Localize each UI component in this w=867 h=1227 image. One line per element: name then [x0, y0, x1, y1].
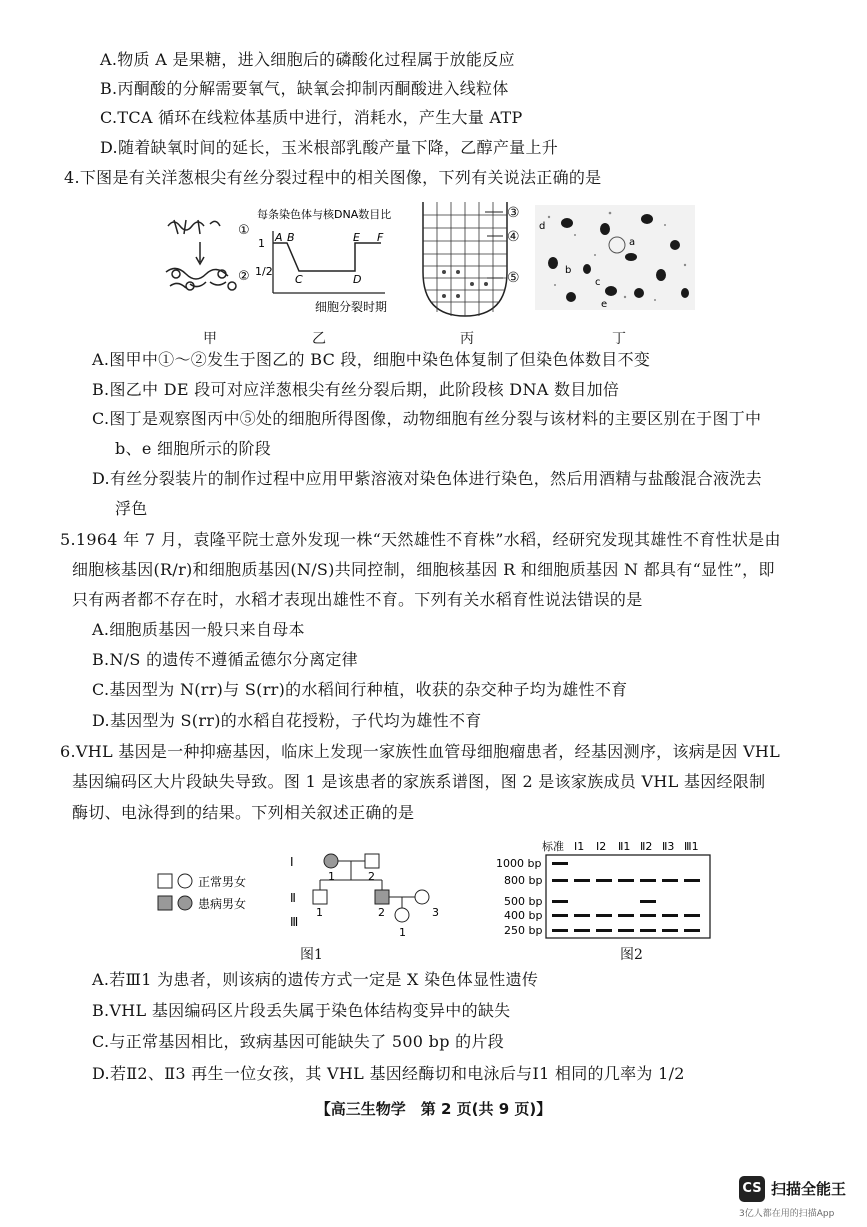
legend-normal-female-icon [178, 874, 192, 888]
q3-option-b: B.丙酮酸的分解需要氧气，缺氧会抑制丙酮酸进入线粒体 [100, 79, 509, 98]
legend-affected-male-icon [158, 896, 172, 910]
jia-label-2: ② [238, 269, 250, 284]
electrophoresis-figure [490, 835, 720, 941]
q4-option-b: B.图乙中 DE 段可对应洋葱根尖有丝分裂后期，此阶段核 DNA 数目加倍 [92, 380, 620, 399]
q5-option-b: B.N/S 的遗传不遵循孟德尔分离定律 [92, 650, 358, 669]
ped-num-i2: 2 [368, 870, 375, 883]
q4-option-d-line1: D.有丝分裂装片的制作过程中应用甲紫溶液对染色体进行染色，然后用酒精与盐酸混合液洗去 [92, 469, 762, 488]
caption-jia: 甲 [203, 331, 217, 347]
q5-stem-line3: 只有两者都不存在时，水稻才表现出雄性不育。下列有关水稻育性说法错误的是 [72, 590, 643, 609]
gen-label-3: Ⅲ [290, 915, 299, 929]
yi-point-e: E [353, 231, 360, 244]
legend-normal-text: 正常男女 [198, 875, 247, 889]
lane-header-iii1: Ⅲ1 [684, 840, 699, 853]
q3-option-d: D.随着缺氧时间的延长，玉米根部乳酸产量下降，乙醇产量上升 [100, 138, 559, 157]
figure-yi [255, 205, 395, 320]
ding-label-a: a [629, 237, 636, 248]
ding-label-e: e [601, 299, 608, 310]
watermark-name: 扫描全能王 [771, 1180, 847, 1198]
lane-header-ii3: Ⅱ3 [662, 840, 675, 853]
jia-label-1: ① [238, 223, 250, 238]
yi-point-a: A [275, 231, 283, 244]
caption-bing: 丙 [460, 331, 474, 347]
caption-yi: 乙 [312, 331, 326, 347]
gen-label-1: Ⅰ [290, 855, 294, 869]
q6-stem-line2: 基因编码区大片段缺失导致。图 1 是该患者的家族系谱图，图 2 是该家族成员 VHL 基因经限制 [72, 772, 766, 791]
ped-num-i1: 1 [328, 870, 335, 883]
legend-affected-text: 患病男女 [198, 897, 247, 911]
size-250: 250 bp [504, 924, 543, 937]
yi-tick-half: 1/2 [255, 265, 273, 278]
bing-label-4: ④ [507, 229, 520, 245]
ped-num-ii3: 3 [432, 906, 439, 919]
q5-option-d: D.基因型为 S(rr)的水稻自花授粉，子代均为雄性不育 [92, 711, 482, 730]
size-400: 400 bp [504, 909, 543, 922]
lane-header-i2: Ⅰ2 [596, 840, 607, 853]
ding-label-d: d [539, 221, 546, 232]
legend-affected-female-icon [178, 896, 192, 910]
ped-num-iii1: 1 [399, 926, 406, 938]
fig1-caption: 图1 [300, 947, 323, 963]
lane-header-ii2: Ⅱ2 [640, 840, 653, 853]
q3-option-a: A.物质 A 是果糖，进入细胞后的磷酸化过程属于放能反应 [100, 50, 515, 69]
q6-stem-line1: 6.VHL 基因是一种抑癌基因，临床上发现一家族性血管母细胞瘤患者，经基因测序，该病是因 VHL [60, 742, 781, 761]
ped-num-ii1: 1 [316, 906, 323, 919]
yi-ylabel: 每条染色体与核DNA数目比 [257, 208, 392, 221]
lane-header-std: 标准 [542, 840, 564, 853]
yi-point-c: C [295, 273, 303, 286]
size-800: 800 bp [504, 874, 543, 887]
yi-xlabel: 细胞分裂时期 [315, 300, 388, 314]
size-500: 500 bp [504, 895, 543, 908]
q4-option-d-line2: 浮色 [115, 499, 148, 518]
yi-point-b: B [287, 231, 295, 244]
yi-point-f: F [377, 231, 384, 244]
q6-option-d: D.若Ⅱ2、Ⅱ3 再生一位女孩，其 VHL 基因经酶切和电泳后与Ⅰ1 相同的几率为 1/2 [92, 1064, 685, 1083]
watermark-subtitle: 3亿人都在用的扫描App [739, 1209, 835, 1219]
yi-tick-1: 1 [258, 237, 265, 250]
q5-option-c: C.基因型为 N(rr)与 S(rr)的水稻间行种植，收获的杂交种子均为雄性不育 [92, 680, 628, 699]
fig2-caption: 图2 [620, 947, 643, 963]
q4-option-c-line2: b、e 细胞所示的阶段 [115, 439, 272, 458]
q5-stem-line2: 细胞核基因(R/r)和细胞质基因(N/S)共同控制，细胞核基因 R 和细胞质基因 N 都具有“显性”，即 [72, 560, 775, 579]
yi-point-d: D [353, 273, 362, 286]
q3-option-c: C.TCA 循环在线粒体基质中进行，消耗水，产生大量 ATP [100, 108, 523, 127]
bing-label-5: ⑤ [507, 270, 520, 286]
caption-ding: 丁 [612, 331, 626, 347]
q4-option-a: A.图甲中①～②发生于图乙的 BC 段，细胞中染色体复制了但染色体数目不变 [92, 350, 651, 369]
lane-header-ii1: Ⅱ1 [618, 840, 631, 853]
lane-header-i1: Ⅰ1 [574, 840, 585, 853]
q6-option-b: B.VHL 基因编码区片段丢失属于染色体结构变异中的缺失 [92, 1001, 511, 1020]
q5-option-a: A.细胞质基因一般只来自母本 [92, 620, 305, 639]
q4-option-c-line1: C.图丁是观察图丙中⑤处的细胞所得图像，动物细胞有丝分裂与该材料的主要区别在于图丁中 [92, 409, 762, 428]
page-footer: 【高三生物学 第 2 页(共 9 页)】 [315, 1100, 552, 1118]
q6-stem-line3: 酶切、电泳得到的结果。下列相关叙述正确的是 [72, 803, 415, 822]
figure-jia [160, 212, 270, 312]
legend-normal-male-icon [158, 874, 172, 888]
size-1000: 1000 bp [496, 857, 542, 870]
figure-ding [535, 205, 695, 310]
cs-logo-icon: CS [739, 1176, 765, 1202]
ding-label-b: b [565, 265, 572, 276]
q5-stem-line1: 5.1964 年 7 月，袁隆平院士意外发现一株“天然雄性不育株”水稻，经研究发现其雄性不育性状是由 [60, 530, 781, 549]
gen-label-2: Ⅱ [290, 891, 296, 905]
ding-label-c: c [595, 277, 601, 288]
ped-num-ii2: 2 [378, 906, 385, 919]
q6-option-c: C.与正常基因相比，致病基因可能缺失了 500 bp 的片段 [92, 1032, 505, 1051]
q6-option-a: A.若Ⅲ1 为患者，则该病的遗传方式一定是 X 染色体显性遗传 [92, 970, 539, 989]
pedigree-figure [150, 848, 450, 938]
q4-stem: 4.下图是有关洋葱根尖有丝分裂过程中的相关图像，下列有关说法正确的是 [64, 168, 602, 187]
bing-label-3: ③ [507, 205, 520, 221]
